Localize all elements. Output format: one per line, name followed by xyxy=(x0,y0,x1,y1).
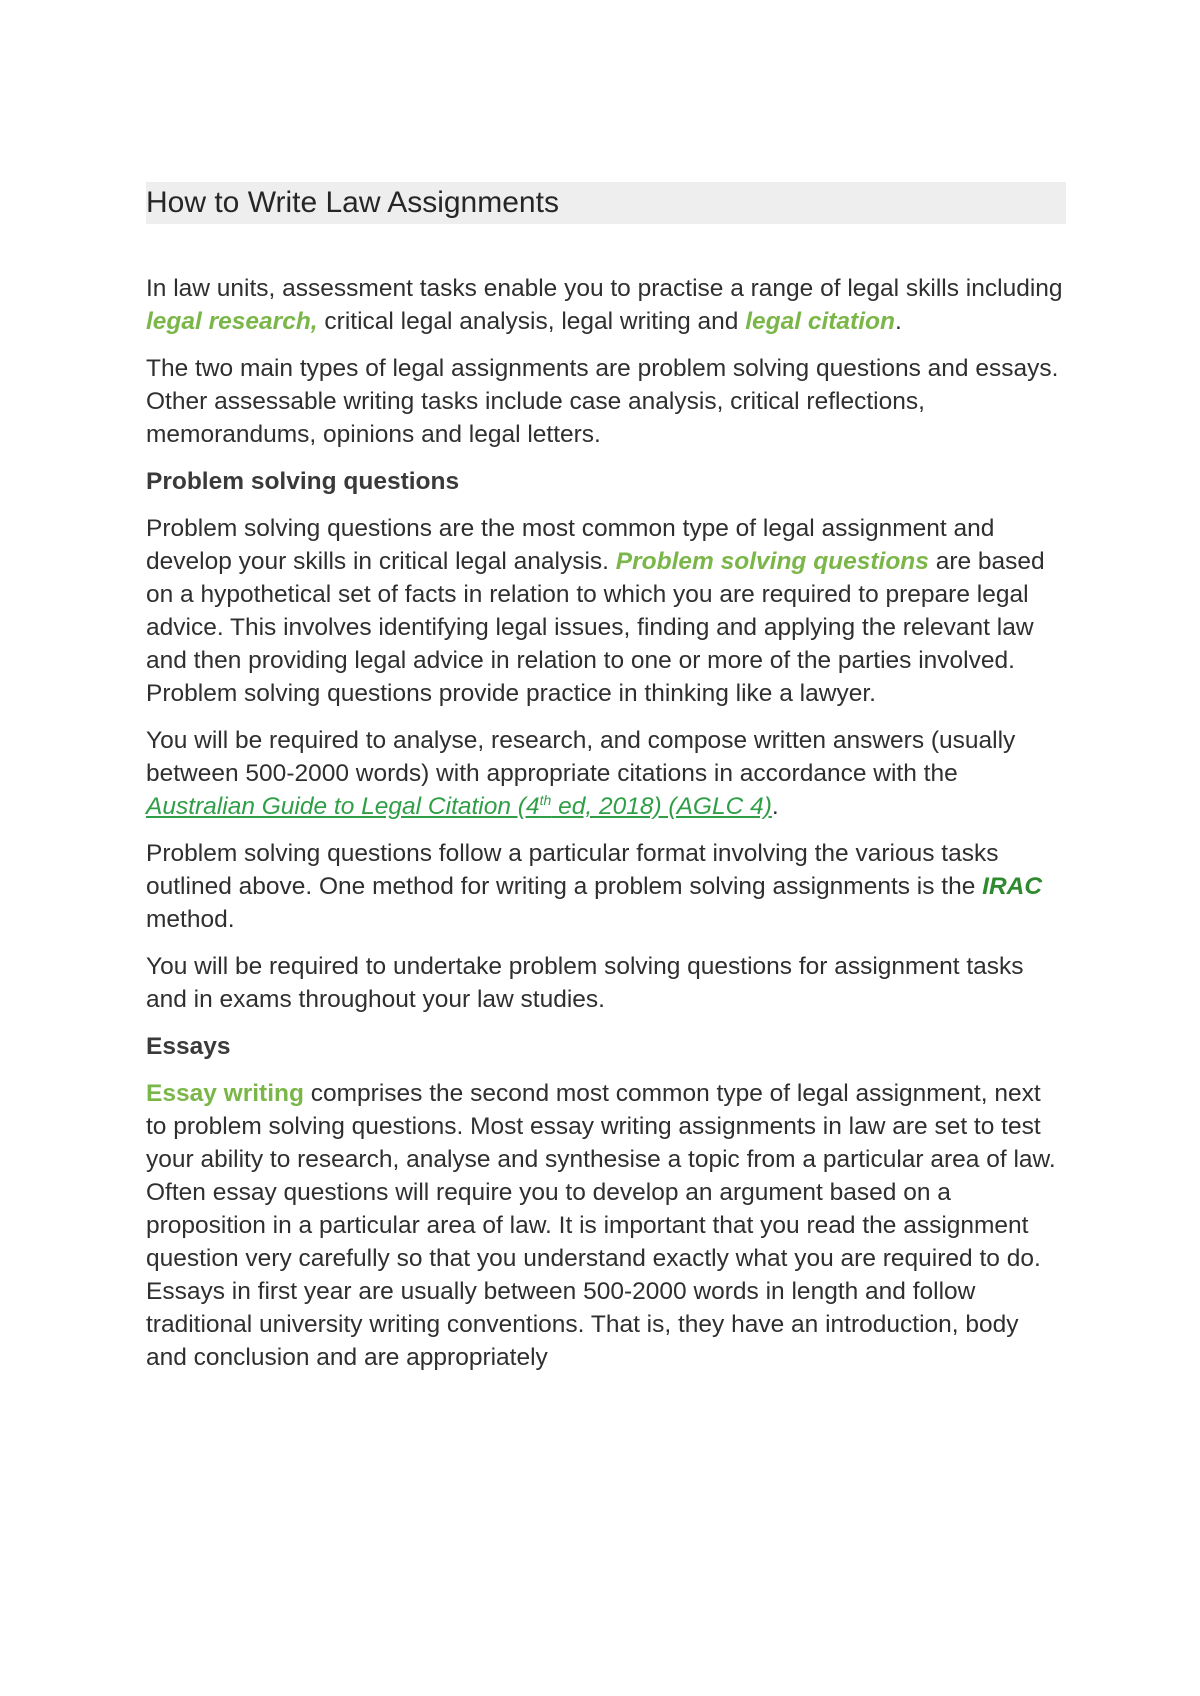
aglc-link-sup: th xyxy=(539,791,552,808)
problem-paragraph-1 xyxy=(146,512,1066,710)
problem-p2-text-2: . xyxy=(771,793,779,820)
problem-solving-heading: Problem solving questions xyxy=(146,468,460,495)
problem-p3-text-2: method. xyxy=(146,906,235,933)
problem-solving-questions-link[interactable]: Problem solving questions xyxy=(615,548,929,575)
problem-p1-text-2: are based on a hypothetical set of facts in relation to which you are required to prepare legal advice. This involves identifying legal issues, finding and applying the relevant law and then providing legal advice in relation to one or more of the parties involved. Problem solving questions provide practice in thinking like a lawyer. xyxy=(146,548,1045,707)
page-title: How to Write Law Assignments xyxy=(146,186,559,219)
problem-paragraph-2 xyxy=(146,724,1066,823)
legal-research-link[interactable]: legal research, xyxy=(146,308,318,335)
essays-paragraph-1 xyxy=(146,1077,1066,1374)
types-paragraph: The two main types of legal assignments are problem solving questions and essays. Other assessable writing tasks include case analysis, critical reflections, memorandums, opinions and legal letters. xyxy=(146,355,1059,448)
problem-paragraph-3 xyxy=(146,837,1066,936)
problem-p1-text-1: Problem solving questions are the most common type of legal assignment and develop your skills in critical legal analysis. xyxy=(146,515,995,575)
intro-text-1: In law units, assessment tasks enable you to practise a range of legal skills including xyxy=(146,275,1063,302)
essay-writing-link[interactable]: Essay writing xyxy=(146,1080,304,1107)
problem-paragraph-4: You will be required to undertake problem solving questions for assignment tasks and in exams throughout your law studies. xyxy=(146,953,1024,1013)
intro-text-3: . xyxy=(894,308,902,335)
intro-text-2: critical legal analysis, legal writing and xyxy=(317,308,746,335)
essays-p1-text-1: comprises the second most common type of legal assignment, next to problem solving questions. Most essay writing assignments in law are set to test your ability to research, analyse and synthesise a topic from a particular area of law. Often essay questions will require you to develop an argument based on a proposition in a particular area of law. It is important that you read the assignment question very carefully so that you understand exactly what you are required to do. Essays in first year are usually between 500-2000 words in length and follow traditional university writing conventions. That is, they have an introduction, body and conclusion and are appropriately xyxy=(146,1080,1056,1371)
title-bar xyxy=(146,182,1066,224)
aglc-link[interactable] xyxy=(146,793,772,820)
essays-heading: Essays xyxy=(146,1033,231,1060)
irac-link[interactable]: IRAC xyxy=(982,873,1043,900)
problem-p3-text-1: Problem solving questions follow a particular format involving the various tasks outlined above. One method for writing a problem solving assignments is the xyxy=(146,840,999,900)
aglc-link-text-b: ed, 2018) (AGLC 4) xyxy=(551,793,772,820)
aglc-link-text-a: Australian Guide to Legal Citation (4 xyxy=(146,793,540,820)
intro-paragraph xyxy=(146,272,1066,338)
document-page xyxy=(146,182,1066,1388)
problem-p2-text-1: You will be required to analyse, research, and compose written answers (usually between 500-2000 words) with appropriate citations in accordance with the xyxy=(146,727,1016,787)
legal-citation-link[interactable]: legal citation xyxy=(745,308,895,335)
